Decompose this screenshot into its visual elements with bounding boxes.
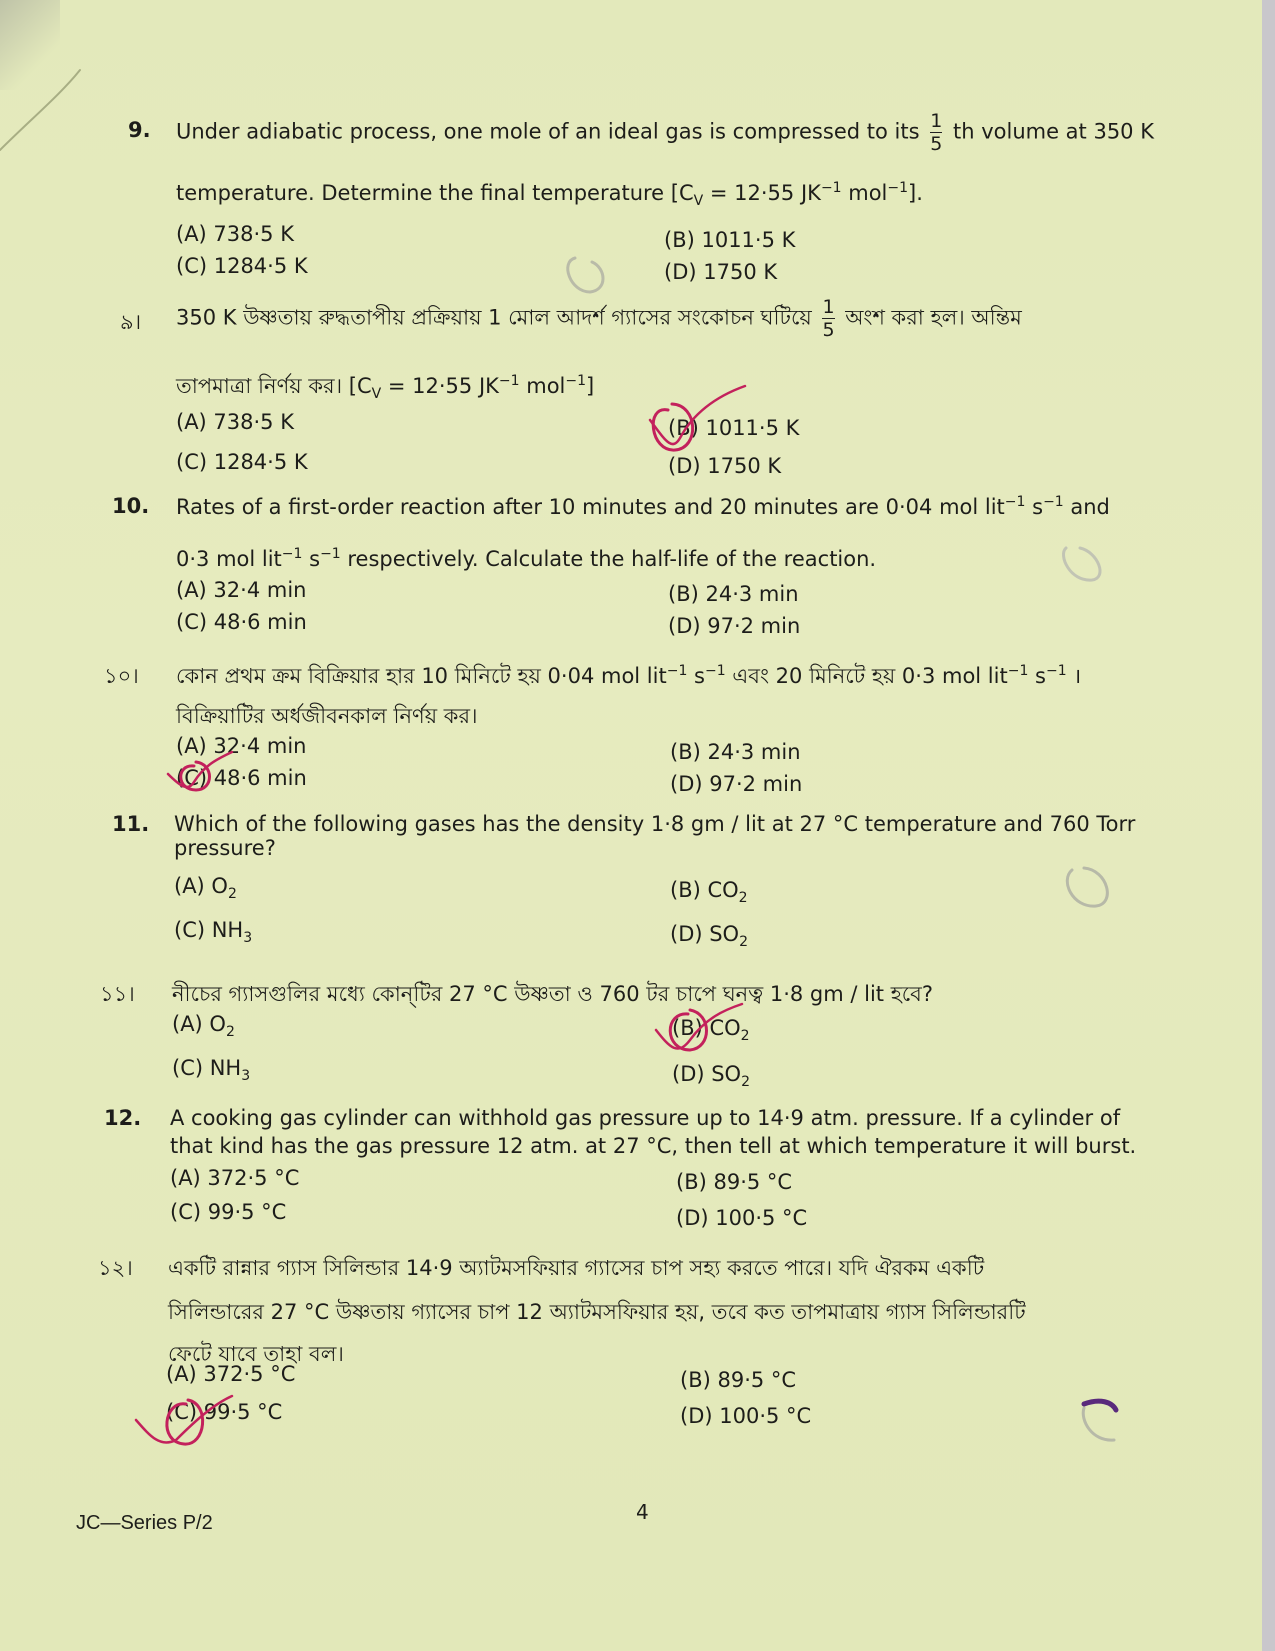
q11-option-b: (B) $CO_2$ [670,878,748,907]
pencil-mark-q11 [1067,868,1107,906]
question-9-line2: temperature. Determine the final temperature [$C_V = 12\cdot 55$ $JK^{-1}$ mol$^{-1}$]. [176,180,923,210]
fraction-one-fifth: $\frac{1}{5}$ [930,110,943,155]
q9-bn-option-c: (C) 1284·5 K [176,450,308,474]
question-9-number: 9. [128,118,151,142]
question-12-number: 12. [104,1106,142,1130]
question-9-bn-line2: তাপমাত্রা নির্ণয় কর। [$C_V = 12\cdot 55$ $JK^{-1}$ mol$^{-1}$] [176,373,595,403]
q10-option-b: (B) 24·3 min [668,582,799,606]
q12-option-c: (C) 99·5 °C [170,1200,287,1224]
question-11-bn-line1: নীচের গ্যাসগুলির মধ্যে কোন্‌টির 27 °C উষ্ণতা ও 760 টর চাপে ঘনত্ব 1·8 gm / lit হবে? [172,982,934,1006]
q10-bn-option-d: (D) 97·2 min [670,772,803,796]
q11-option-c: (C) $NH_3$ [174,918,253,947]
q11-option-a: (A) $O_2$ [174,874,237,903]
question-11-number: 11. [112,812,150,836]
q11-bn-option-d: (D) $SO_2$ [672,1062,751,1091]
q10-option-c: (C) 48·6 min [176,610,307,634]
q10-bn-option-b: (B) 24·3 min [670,740,801,764]
question-10-line2: 0·3 mol lit$^{-1}$ $s^{-1}$ respectively. Calculate the half-life of the reaction. [176,546,877,571]
question-12-bn-line1: একটি রান্নার গ্যাস সিলিন্ডার 14·9 অ্যাটমসফিয়ার গ্যাসের চাপ সহ্য করতে পারে। যদি ঐরকম একটি [168,1256,985,1280]
question-11-line1: Which of the following gases has the density 1·8 gm / lit at 27 °C temperature and 760 Torr [174,812,1136,836]
q9-bn-option-d: (D) 1750 K [668,454,782,478]
q10-bn-option-c: (C) 48·6 min [176,766,307,790]
question-9-line1 [176,110,1154,155]
q11-bn-option-a: (A) $O_2$ [172,1012,235,1041]
q10-option-a: (A) 32·4 min [176,578,307,602]
question-10-line1: Rates of a first-order reaction after 10 minutes and 20 minutes are 0·04 mol lit$^{-1}$ $s^{-1}$ and [176,494,1110,519]
question-9-text-b: th volume at 350 K [952,119,1154,144]
question-9-text-a: Under adiabatic process, one mole of an ideal gas is compressed to its [176,119,920,144]
question-12-bn-line2: সিলিন্ডারের 27 °C উষ্ণতায় গ্যাসের চাপ 12 অ্যাটমসফিয়ার হয়, তবে কত তাপমাত্রায় গ্যাস সিলিন্ডারটি [168,1300,1026,1324]
q11-option-d: (D) $SO_2$ [670,922,749,951]
question-11-line2: pressure? [174,836,276,860]
pencil-circle-q10 [1064,548,1101,580]
fraction-one-fifth-bn: $\frac{1}{5}$ [822,296,835,341]
question-10-bn-number: ১০। [104,664,139,688]
q9-option-b: (B) 1011·5 K [664,228,796,252]
page-number: 4 [636,1500,649,1524]
question-9-bn-number: ৯। [120,310,142,334]
q12-bn-option-c: (C) 99·5 °C [166,1400,283,1424]
q9-option-a: (A) 738·5 K [176,222,294,246]
question-12-bn-line3: ফেটে যাবে তাহা বল। [168,1342,344,1366]
question-10-bn-line1: কোন প্রথম ক্রম বিক্রিয়ার হার 10 মিনিটে হয় 0·04 mol lit$^{-1}$ $s^{-1}$ এবং 20 মিনিটে হয় 0·3 mol lit$^{-1}$ $s^{-1}$ । [176,663,1082,688]
q11-bn-option-c: (C) $NH_3$ [172,1056,251,1085]
question-12-line1: A cooking gas cylinder can withhold gas pressure up to 14·9 atm. pressure. If a cylinder of [170,1106,1121,1130]
question-10-number: 10. [112,494,150,518]
question-11-bn-number: ১১। [100,982,135,1006]
question-12-bn-number: ১২। [98,1256,133,1280]
series-label: JC—Series P/2 [76,1512,213,1534]
q11-bn-option-b: (B) $CO_2$ [672,1016,750,1045]
question-9-bn-line1: 350 K উষ্ণতায় রুদ্ধতাপীয় প্রক্রিয়ায় 1 মোল আদর্শ গ্যাসের সংকোচন ঘটিয়ে $\frac{1}{5}$ অংশ করা হল। অন্তিম [176,296,1022,341]
q12-option-b: (B) 89·5 °C [676,1170,793,1194]
q9-option-d: (D) 1750 K [664,260,778,284]
q10-bn-option-a: (A) 32·4 min [176,734,307,758]
q12-option-d: (D) 100·5 °C [676,1206,808,1230]
question-12-line2: that kind has the gas pressure 12 atm. at 27 °C, then tell at which temperature it will burst. [170,1134,1137,1158]
q12-option-a: (A) 372·5 °C [170,1166,300,1190]
q9-bn-option-a: (A) 738·5 K [176,410,294,434]
pencil-mark-q12 [1083,1408,1114,1440]
q12-bn-option-d: (D) 100·5 °C [680,1404,812,1428]
q9-option-c: (C) 1284·5 K [176,254,308,278]
q9-bn-option-b: (B) 1011·5 K [668,416,800,440]
q10-option-d: (D) 97·2 min [668,614,801,638]
q12-bn-option-b: (B) 89·5 °C [680,1368,797,1392]
page-edge-line [0,70,80,150]
question-10-bn-line2: বিক্রিয়াটির অর্ধজীবনকাল নির্ণয় কর। [176,704,478,728]
pen-smudge-q12 [1084,1401,1116,1410]
q12-bn-option-a: (A) 372·5 °C [166,1362,296,1386]
pencil-circle-q9 [568,258,603,292]
